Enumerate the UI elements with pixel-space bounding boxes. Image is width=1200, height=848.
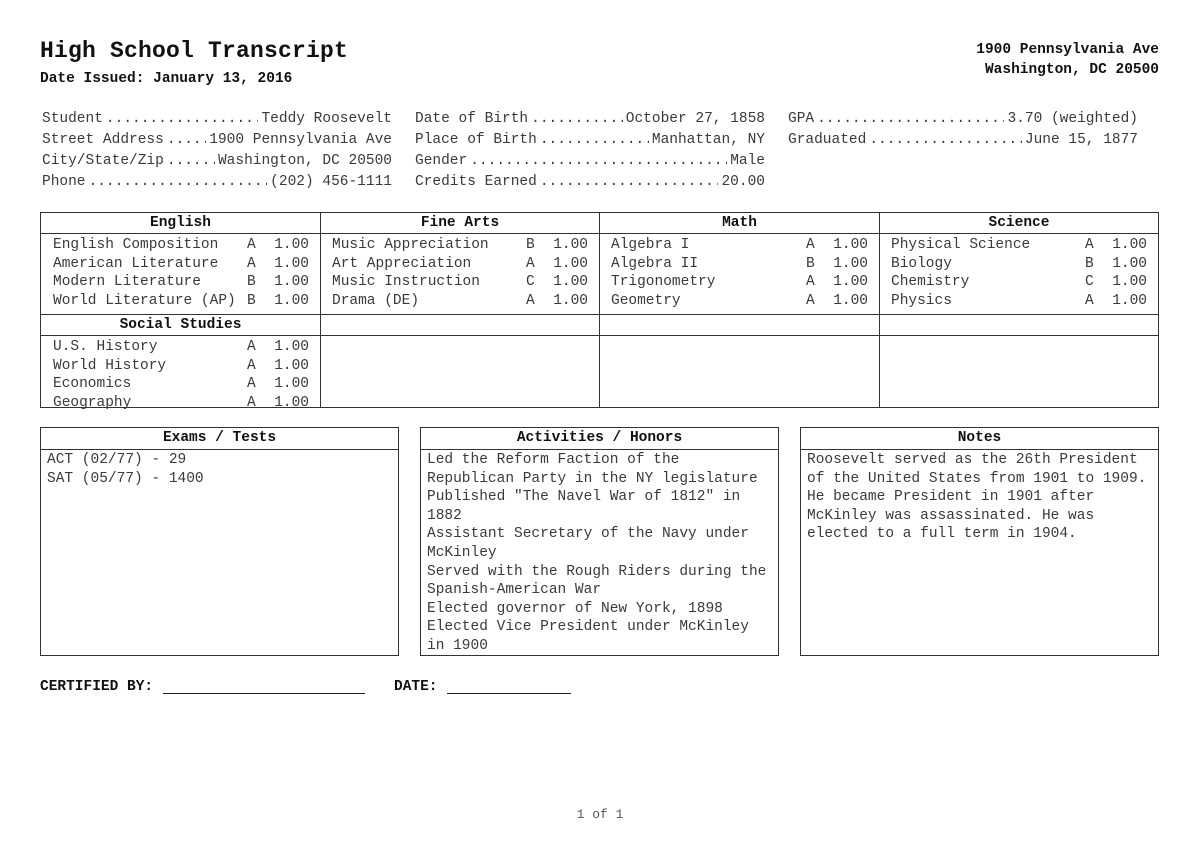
course-name: World History (53, 357, 167, 374)
course-name: Geography (53, 394, 132, 411)
info-row (42, 151, 392, 172)
info-label: Date of Birth (415, 111, 529, 127)
address-line-1: 1900 Pennsylvania Ave (976, 42, 1159, 58)
course-name: Music Appreciation (332, 237, 489, 253)
course-grade: C (526, 274, 535, 291)
course-credit: 1.00 (1112, 292, 1147, 309)
date-label: DATE: (394, 679, 438, 695)
info-label: Street Address (42, 132, 164, 148)
course-name: Geometry (611, 292, 681, 309)
course-row (53, 255, 309, 274)
empty-subject-header (600, 314, 879, 336)
info-label: Place of Birth (415, 132, 537, 148)
course-row (53, 292, 309, 311)
course-row (53, 236, 309, 255)
course-row (53, 357, 309, 376)
subject-header-english: English (41, 213, 320, 234)
course-column-science (879, 213, 1158, 407)
date-signature-line[interactable] (447, 693, 571, 694)
activity-item: Elected governor of New York, 1898 (427, 600, 723, 617)
activity-item: Assistant Secretary of the Navy under McKinley (427, 526, 749, 561)
info-row (415, 172, 765, 193)
course-name: Modern Literature (53, 274, 201, 291)
info-label: Graduated (788, 132, 867, 148)
science-course-list (880, 234, 1158, 314)
course-grade: A (247, 339, 256, 355)
info-row (788, 109, 1138, 130)
certified-by-signature-line[interactable] (163, 693, 365, 694)
activity-item: Published "The Navel War of 1812" in 1882 (427, 489, 741, 524)
course-credit: 1.00 (553, 292, 588, 309)
course-row (611, 255, 868, 274)
school-address (976, 41, 1159, 80)
exams-box (40, 427, 399, 656)
course-row (891, 236, 1147, 255)
course-grade: A (247, 376, 256, 393)
course-row (332, 255, 588, 274)
course-row (891, 273, 1147, 292)
course-row (891, 292, 1147, 311)
activity-item: Elected Vice President under McKinley in 1900 (427, 619, 749, 654)
activity-item: Served with the Rough Riders during the Spanish-American War (427, 563, 767, 599)
course-credit: 1.00 (553, 237, 588, 253)
course-row (332, 273, 588, 292)
empty-subject-header (321, 314, 599, 336)
course-name: American Literature (53, 255, 219, 272)
course-name: Chemistry (891, 274, 970, 291)
course-credit: 1.00 (274, 274, 309, 291)
course-column-math (599, 213, 879, 407)
student-info-column-1 (42, 109, 392, 193)
course-name: English Composition (53, 237, 219, 253)
course-grade: B (247, 292, 256, 309)
course-credit: 1.00 (274, 376, 309, 393)
info-value: Teddy Roosevelt (261, 111, 392, 127)
course-grade: B (1085, 255, 1094, 272)
course-credit: 1.00 (274, 394, 309, 411)
info-value: Male (730, 153, 765, 169)
course-row (53, 394, 309, 413)
course-name: Algebra II (611, 255, 699, 272)
subject-header-math: Math (600, 213, 879, 234)
course-credit: 1.00 (274, 255, 309, 272)
course-name: Music Instruction (332, 274, 480, 291)
activities-list (421, 450, 778, 657)
info-value: Washington, DC 20500 (217, 153, 392, 169)
notes-header: Notes (801, 428, 1158, 450)
student-info-column-3 (788, 109, 1138, 151)
course-row (332, 292, 588, 311)
course-grade: C (1085, 274, 1094, 291)
course-row (332, 236, 588, 255)
course-row (53, 375, 309, 394)
course-name: Biology (891, 255, 952, 272)
info-label: Phone (42, 174, 86, 190)
course-credit: 1.00 (553, 255, 588, 272)
course-name: Physical Science (891, 237, 1031, 253)
student-info-column-2 (415, 109, 765, 193)
info-row (415, 109, 765, 130)
exam-item: SAT (05/77) - 1400 (47, 470, 204, 487)
course-name: Algebra I (611, 237, 690, 253)
course-name: Art Appreciation (332, 255, 472, 272)
course-grade: A (247, 237, 256, 253)
activities-header: Activities / Honors (421, 428, 778, 450)
date-issued: Date Issued: January 13, 2016 (40, 71, 293, 87)
course-column-fine-arts (320, 213, 599, 407)
course-row (611, 292, 868, 311)
course-credit: 1.00 (1112, 255, 1147, 272)
english-course-list (41, 234, 320, 314)
certified-by-label: CERTIFIED BY: (40, 679, 154, 695)
social-studies-course-list (41, 336, 320, 416)
exams-list (41, 450, 398, 489)
course-credit: 1.00 (833, 292, 868, 309)
course-row (611, 236, 868, 255)
course-credit: 1.00 (274, 357, 309, 374)
courses-table (40, 212, 1159, 411)
course-grade: A (247, 357, 256, 374)
course-credit: 1.00 (833, 274, 868, 291)
info-value: 1900 Pennsylvania Ave (209, 132, 392, 148)
info-row (42, 172, 392, 193)
subject-header-science: Science (880, 213, 1158, 234)
math-course-list (600, 234, 879, 314)
info-value: June 15, 1877 (1024, 132, 1138, 148)
course-grade: A (1085, 237, 1094, 253)
info-value: (202) 456-1111 (270, 174, 392, 190)
exam-item: ACT (02/77) - 29 (47, 452, 187, 468)
fine-arts-course-list (321, 234, 599, 314)
course-name: Economics (53, 376, 132, 393)
page-title: High School Transcript (40, 38, 349, 64)
notes-text: Roosevelt served as the 26th President of the United States from 1901 to 1909. He became President in 1901 after McKinley was assassinated. He was elected to a full term in 1904. (807, 452, 1147, 543)
course-column-english-social (41, 213, 320, 411)
course-grade: A (806, 274, 815, 291)
course-credit: 1.00 (833, 255, 868, 272)
subject-header-fine-arts: Fine Arts (321, 213, 599, 234)
subject-header-social-studies: Social Studies (41, 314, 320, 336)
course-credit: 1.00 (1112, 237, 1147, 253)
address-line-2: Washington, DC 20500 (984, 61, 1159, 78)
info-label: Student (42, 111, 103, 127)
exams-header: Exams / Tests (41, 428, 398, 450)
notes-box (800, 427, 1159, 656)
course-grade: B (526, 237, 535, 253)
course-grade: B (806, 255, 815, 272)
course-name: U.S. History (53, 339, 158, 355)
info-value: October 27, 1858 (625, 111, 765, 127)
info-row (788, 130, 1138, 151)
info-value: Manhattan, NY (651, 132, 765, 148)
course-name: Drama (DE) (332, 292, 420, 309)
info-label: Credits Earned (415, 174, 537, 190)
course-grade: A (1085, 292, 1094, 309)
info-row (42, 130, 392, 151)
info-label: City/State/Zip (42, 153, 164, 169)
info-row (415, 151, 765, 172)
course-row (53, 338, 309, 357)
course-row (53, 273, 309, 292)
course-grade: A (247, 394, 256, 411)
course-grade: A (806, 237, 815, 253)
course-credit: 1.00 (274, 237, 309, 253)
info-label: Gender (415, 153, 468, 169)
course-name: Physics (891, 292, 952, 309)
course-credit: 1.00 (833, 237, 868, 253)
course-grade: A (806, 292, 815, 309)
course-grade: A (247, 255, 256, 272)
course-row (611, 273, 868, 292)
course-credit: 1.00 (553, 274, 588, 291)
info-value: 3.70 (weighted) (1007, 111, 1138, 127)
course-credit: 1.00 (274, 339, 309, 355)
course-grade: B (247, 274, 256, 291)
course-grade: A (526, 292, 535, 309)
info-row (42, 109, 392, 130)
empty-subject-header (880, 314, 1158, 336)
course-credit: 1.00 (1112, 274, 1147, 291)
course-grade: A (526, 255, 535, 272)
course-name: World Literature (AP) (53, 292, 236, 309)
page-number: 1 of 1 (576, 807, 624, 822)
info-value: 20.00 (721, 174, 765, 190)
activities-box (420, 427, 779, 656)
activity-item: Led the Reform Faction of the Republican Party in the NY legislature (427, 452, 758, 487)
info-label: GPA (788, 111, 815, 127)
course-name: Trigonometry (611, 274, 716, 291)
course-row (891, 255, 1147, 274)
course-credit: 1.00 (274, 292, 309, 309)
info-row (415, 130, 765, 151)
